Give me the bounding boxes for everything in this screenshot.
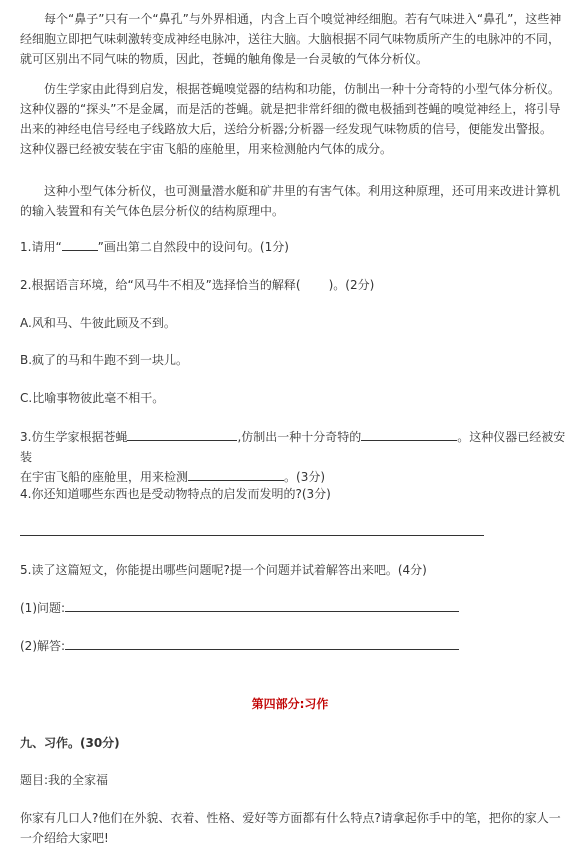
question-3-blank-3[interactable] [188,467,284,481]
question-5-answer [20,636,459,656]
question-5-problem-line[interactable] [65,598,459,612]
question-3-blank-2[interactable] [361,427,457,441]
part-4-title: 第四部分:习作 [251,697,329,711]
question-5-answer-label: (2)解答: [20,639,66,653]
question-1 [20,237,289,257]
question-3-blank-1[interactable] [127,427,237,441]
composition-prompt: 你家有几口人?他们在外貌、衣着、性格、爱好等方面都有什么特点?请拿起你手中的笔，把你的家人一一介绍给大家吧! [20,811,561,845]
question-3-text-5: 。(3分) [284,470,326,484]
question-1-text-start: 1.请用“ [20,240,62,254]
passage-paragraph-3: 这种小型气体分析仪，也可测量潜水艇和矿井里的有害气体。利用这种原理，还可用来改进计算机的输入装置和有关气体色层分析仪的结构原理中。 [20,184,561,218]
question-3-text-4: 在宇宙飞船的座舱里，用来检测 [20,470,189,484]
question-3-text-3: 。这种仪器已经被安装 [20,430,566,464]
question-1-blank[interactable] [62,237,98,251]
question-2 [20,275,374,295]
question-4-answer-line[interactable] [20,534,484,536]
question-1-text-end: ”画出第二自然段中的设问句。(1分) [97,240,289,254]
question-5: 5.读了这篇短文，你能提出哪些问题呢?提一个问题并试着解答出来吧。(4分) [20,563,427,577]
question-5-problem-label: (1)问题: [20,601,66,615]
question-3-text-2: ,仿制出一种十分奇特的 [237,430,362,444]
option-a: A.风和马、牛彼此顾及不到。 [20,316,176,330]
question-3 [20,427,570,487]
question-3-text-1: 3.仿生学家根据苍蝇 [20,430,128,444]
question-2-text-end: )。(2分) [328,278,375,292]
composition-topic: 题目:我的全家福 [20,773,109,787]
question-5-problem [20,598,459,618]
question-5-answer-line[interactable] [65,636,459,650]
question-4: 4.你还知道哪些东西也是受动物特点的启发而发明的?(3分) [20,487,331,501]
question-2-text-start: 2.根据语言环境，给“风马牛不相及”选择恰当的解释( [20,278,301,292]
section-9-heading: 九、习作。(30分) [20,736,120,750]
option-c: C.比喻事物彼此毫不相干。 [20,391,165,405]
option-b: B.疯了的马和牛跑不到一块儿。 [20,353,189,367]
passage-paragraph-1: 每个“鼻子”只有一个“鼻孔”与外界相通，内含上百个嗅觉神经细胞。若有气味进入“鼻孔”，这些神经细胞立即把气味刺激转变成神经电脉冲，送往大脑。大脑根据不同气味物质所产生的电脉冲的不同，就可区别出不同气味的物质，因此，苍蝇的触角像是一台灵敏的气体分析仪。 [20,12,562,66]
passage-paragraph-2: 仿生学家由此得到启发，根据苍蝇嗅觉器的结构和功能，仿制出一种十分奇特的小型气体分析仪。这种仪器的“探头”不是金属，而是活的苍蝇。就是把非常纤细的微电极插到苍蝇的嗅觉神经上，将引导出来的神经电信号经电子线路放大后，送给分析器;分析器一经发现气味物质的信号，便能发出警报。这种仪器已经被安装在宇宙飞船的座舱里，用来检测舱内气体的成分。 [20,82,561,156]
